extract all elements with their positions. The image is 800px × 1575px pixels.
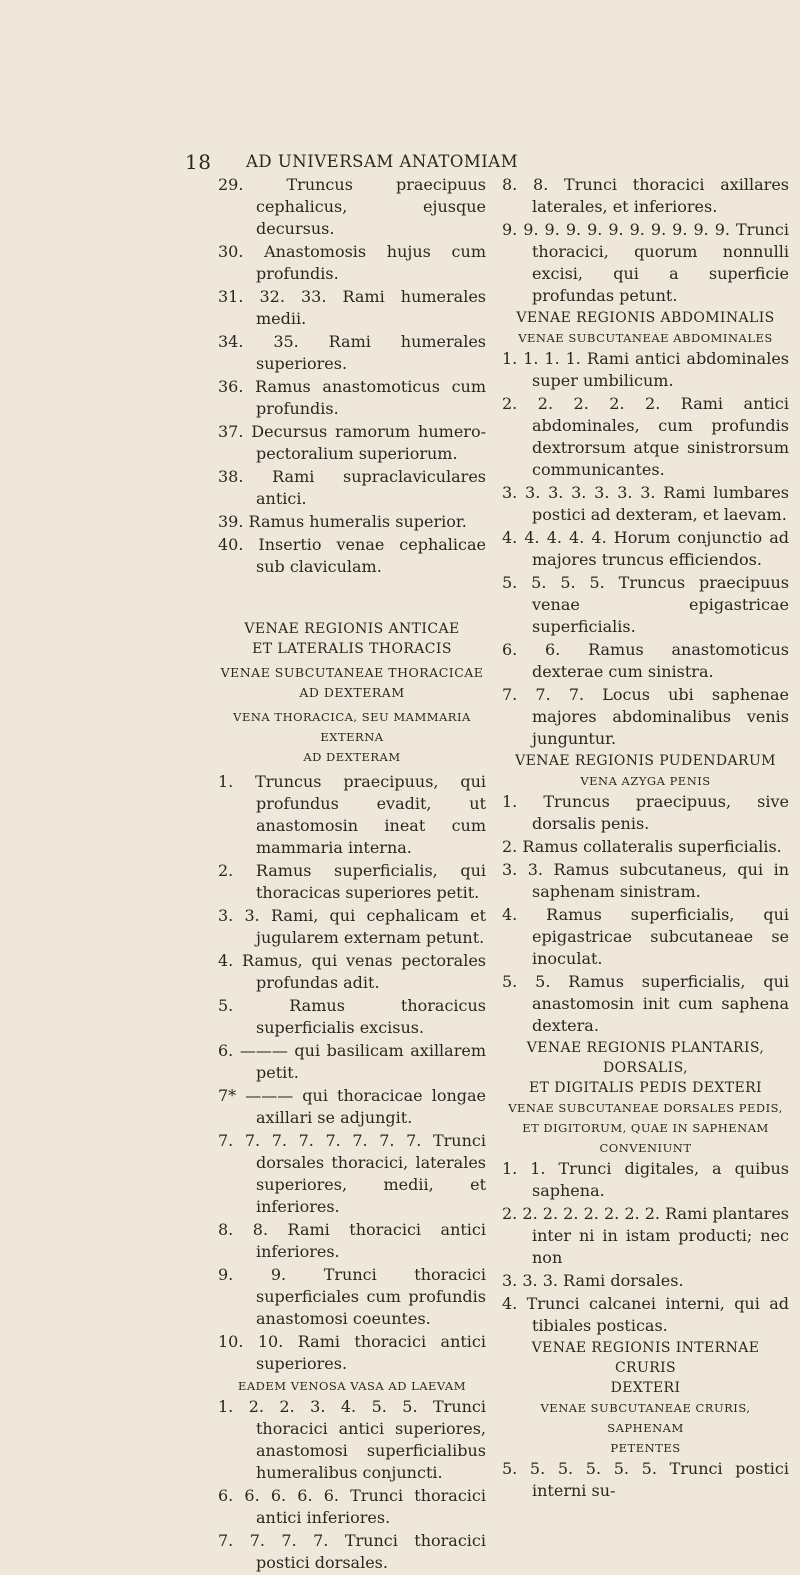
list-item: 8. 8. Trunci thoracici axillares laterales, et inferiores. [502, 175, 789, 216]
list-item: 6. 6. 6. 6. 6. Trunci thoracici antici inferiores. [218, 1486, 486, 1527]
subsection-heading: VENAE SUBCUTANEAE THORACICAE [220, 665, 484, 680]
subsection-heading: PETENTES [610, 1441, 681, 1455]
section-heading: VENAE REGIONIS ANTICAE [244, 621, 460, 637]
list-item: 5. 5. Ramus superficialis, qui anastomosin init cum saphena dextera. [502, 972, 789, 1035]
list-item: 30. Anastomosis hujus cum profundis. [218, 242, 486, 283]
list-item: 5. 5. 5. 5. Truncus praecipuus venae epigastricae superficialis. [502, 573, 789, 636]
list-item: 2. 2. 2. 2. 2. Rami antici abdominales, cum profundis dextrorsum atque sinistrorsum communicantes. [502, 394, 789, 479]
list-item: 3. 3. 3. 3. 3. 3. 3. Rami lumbares postici ad dexteram, et laevam. [502, 483, 789, 524]
list-item: 6. ——— qui basilicam axillarem petit. [218, 1041, 486, 1082]
subsection-heading: AD DEXTERAM [299, 685, 405, 700]
list-item: 39. Ramus humeralis superior. [218, 512, 467, 531]
list-item: 36. Ramus anastomoticus cum profundis. [218, 377, 486, 418]
section-heading: DEXTERI [610, 1380, 681, 1396]
list-item: 1. Truncus praecipuus, qui profundus evadit, ut anastomosin ineat cum mammaria interna. [218, 772, 486, 857]
page-number: 18 [185, 150, 212, 174]
subsection-heading: EADEM VENOSA VASA AD LAEVAM [237, 1379, 467, 1393]
list-item: 34. 35. Rami humerales superiores. [218, 332, 486, 373]
list-item: 5. Ramus thoracicus superficialis excisus. [218, 996, 486, 1037]
list-item: 3. 3. Ramus subcutaneus, qui in saphenam sinistram. [502, 860, 789, 901]
section-heading: VENAE REGIONIS PLANTARIS, DORSALIS, [526, 1040, 765, 1076]
list-item: 2. Ramus collateralis superficialis. [502, 837, 782, 856]
section-heading: VENAE REGIONIS ABDOMINALIS [516, 310, 775, 326]
list-item: 7. 7. 7. 7. Trunci thoracici postici dorsales. [218, 1531, 486, 1572]
list-item: 40. Insertio venae cephalicae sub claviculam. [218, 535, 486, 576]
list-item: 4. Trunci calcanei interni, qui ad tibiales posticas. [502, 1294, 789, 1335]
list-item: 38. Rami supraclaviculares antici. [218, 467, 486, 508]
list-item: 5. 5. 5. 5. 5. 5. Trunci postici interni su- [502, 1459, 789, 1500]
list-item: 2. Ramus superficialis, qui thoracicas superiores petit. [218, 861, 486, 902]
list-item: 4. 4. 4. 4. 4. Horum conjunctio ad majores truncus efficiendos. [502, 528, 789, 569]
list-item: 7. 7. 7. Locus ubi saphenae majores abdominalibus venis junguntur. [502, 685, 789, 748]
list-item: 4. Ramus superficialis, qui epigastricae subcutaneae se inoculat. [502, 905, 789, 968]
section-heading: VENAE REGIONIS INTERNAE CRURIS [531, 1340, 760, 1376]
list-item: 1. 1. Trunci digitales, a quibus saphena. [502, 1159, 789, 1200]
section-heading: ET LATERALIS THORACIS [252, 641, 452, 657]
section-heading: ET DIGITALIS PEDIS DEXTERI [529, 1080, 762, 1096]
list-item: 9. 9. Trunci thoracici superficiales cum profundis anastomosi coeuntes. [218, 1265, 486, 1328]
list-item: 6. 6. Ramus anastomoticus dexterae cum sinistra. [502, 640, 789, 681]
section-heading: VENAE REGIONIS PUDENDARUM [515, 753, 776, 769]
list-item: 10. 10. Rami thoracici antici superiores. [218, 1332, 486, 1373]
list-item: 1. 2. 2. 3. 4. 5. 5. Trunci thoracici antici superiores, anastomosi superficialibus humeralibus conjuncti. [218, 1397, 486, 1482]
running-title: AD UNIVERSAM ANATOMIAM [246, 152, 519, 171]
subsection-heading: AD DEXTERAM [303, 750, 401, 764]
list-item: 3. 3. Rami, qui cephalicam et jugularem externam petunt. [218, 906, 486, 947]
subsection-heading: VENAE SUBCUTANEAE DORSALES PEDIS, ET DIGITORUM, QUAE IN SAPHENAM CONVENIUNT [508, 1101, 783, 1155]
list-item: 29. Truncus praecipuus cephalicus, ejusque decursus. [218, 175, 486, 238]
list-item: 8. 8. Rami thoracici antici inferiores. [218, 1220, 486, 1261]
subsection-heading: VENA AZYGA PENIS [580, 774, 711, 788]
list-item: 2. 2. 2. 2. 2. 2. 2. 2. Rami plantares inter ni in istam producti; nec non [502, 1204, 789, 1267]
subsection-heading: VENA THORACICA, SEU MAMMARIA EXTERNA [233, 710, 471, 744]
list-item: 31. 32. 33. Rami humerales medii. [218, 287, 486, 328]
list-item: 37. Decursus ramorum humero-pectoralium superiorum. [218, 422, 486, 463]
list-item: 7* ——— qui thoracicae longae axillari se adjungit. [218, 1086, 486, 1127]
list-item: 3. 3. 3. Rami dorsales. [502, 1271, 684, 1290]
left-column [218, 174, 486, 1575]
list-item: 1. Truncus praecipuus, sive dorsalis penis. [502, 792, 789, 833]
subsection-heading: VENAE SUBCUTANEAE CRURIS, SAPHENAM [540, 1401, 751, 1435]
right-column [502, 174, 789, 1503]
list-item: 9. 9. 9. 9. 9. 9. 9. 9. 9. 9. 9. Trunci thoracici, quorum nonnulli excisi, qui a superficie profundas petunt. [502, 220, 789, 305]
list-item: 7. 7. 7. 7. 7. 7. 7. 7. Trunci dorsales thoracici, laterales superiores, medii, et inferiores. [218, 1131, 486, 1216]
list-item: 1. 1. 1. 1. Rami antici abdominales super umbilicum. [502, 349, 789, 390]
subsection-heading: VENAE SUBCUTANEAE ABDOMINALES [518, 331, 773, 345]
list-item: 4. Ramus, qui venas pectorales profundas adit. [218, 951, 486, 992]
